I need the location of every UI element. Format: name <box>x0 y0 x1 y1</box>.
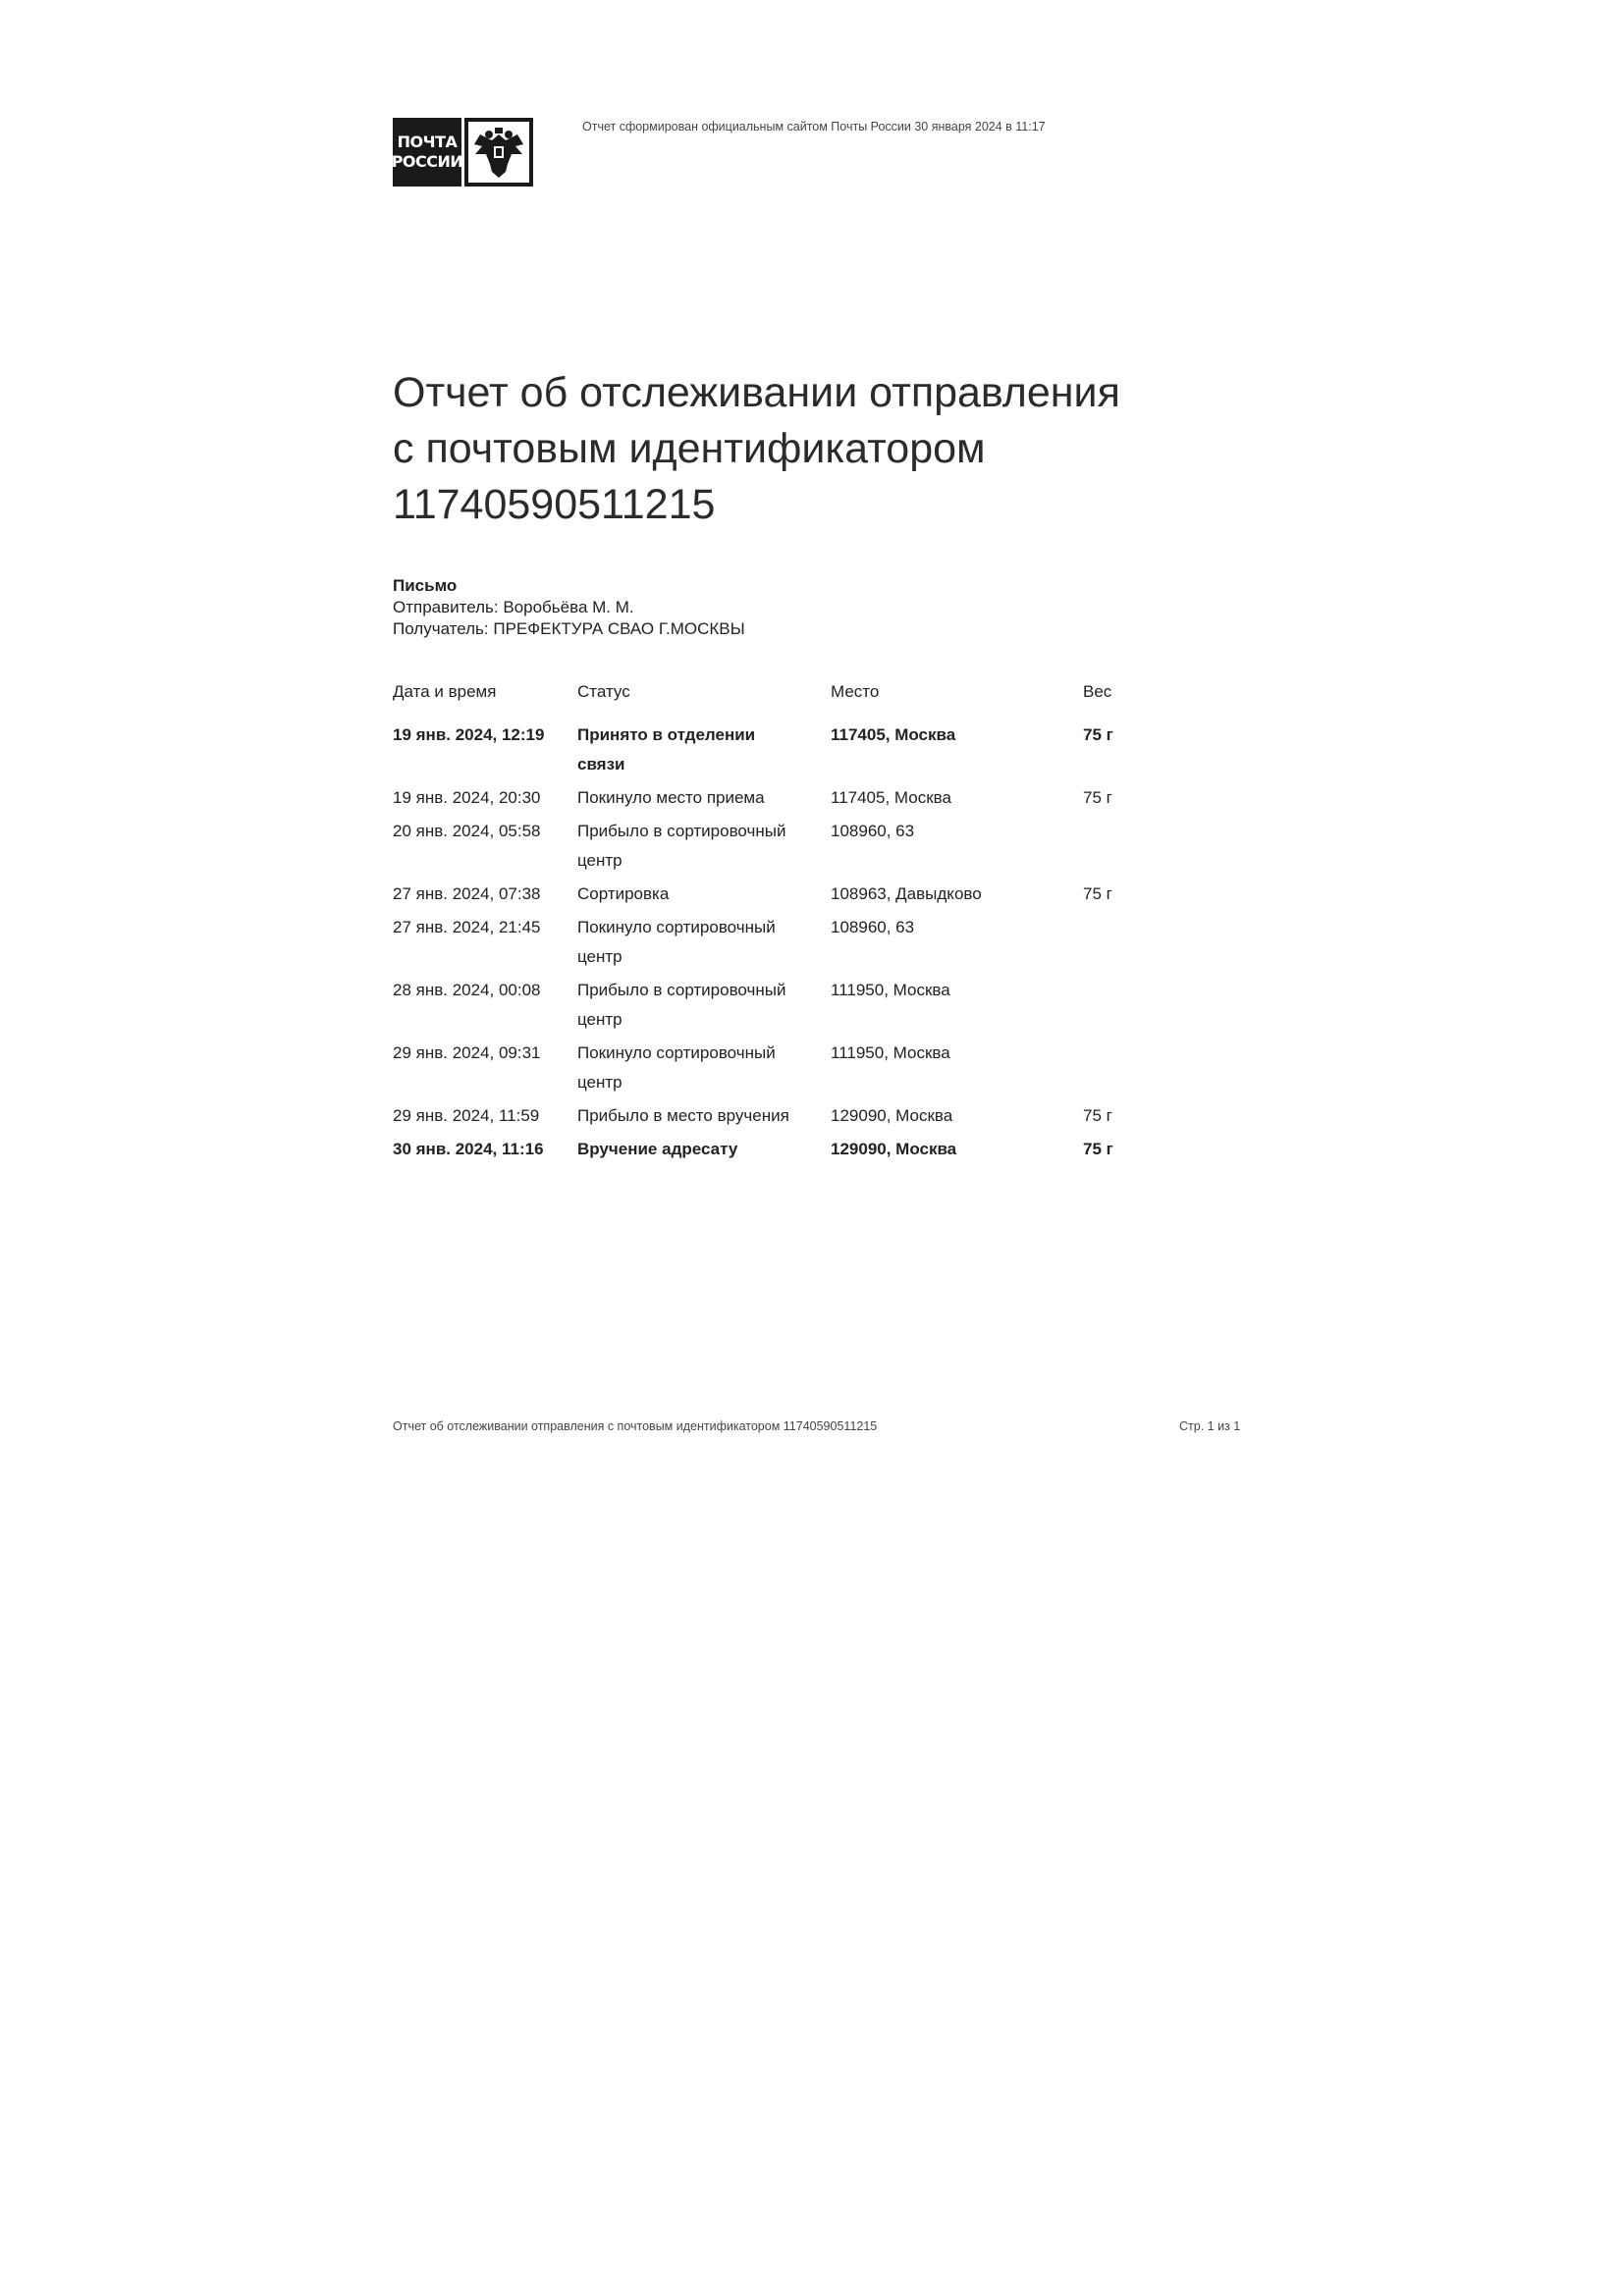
status-line: центр <box>577 1073 622 1092</box>
status-line: Покинуло сортировочный <box>577 1043 776 1062</box>
status-line: центр <box>577 947 622 966</box>
status-line: Покинуло место приема <box>577 788 765 807</box>
cell-weight <box>1083 913 1201 972</box>
cell-status <box>577 783 831 813</box>
title-line-2: с почтовым идентификатором <box>393 425 986 472</box>
cell-place: 117405, Москва <box>831 725 956 744</box>
cell-weight: 75 г <box>1083 788 1112 807</box>
title-line-1: Отчет об отслеживании отправления <box>393 369 1120 416</box>
shipment-sender: Отправитель: Воробьёва М. М. <box>393 598 634 616</box>
table-row <box>393 913 1276 972</box>
logo-line-1: ПОЧТА <box>397 133 458 151</box>
status-line: Прибыло в место вручения <box>577 1106 789 1125</box>
status-line: центр <box>577 851 622 870</box>
status-line: Покинуло сортировочный <box>577 918 776 936</box>
table-row <box>393 783 1276 813</box>
status-line: Прибыло в сортировочный <box>577 822 786 840</box>
page-title <box>393 365 1276 533</box>
status-line: Принято в отделении <box>577 725 756 744</box>
cell-weight <box>1083 817 1201 876</box>
cell-place: 117405, Москва <box>831 788 951 807</box>
generated-note: Отчет сформирован официальным сайтом Почты России 30 января 2024 в 11:17 <box>582 120 1046 133</box>
cell-place: 129090, Москва <box>831 1140 957 1158</box>
cell-date: 27 янв. 2024, 21:45 <box>393 918 541 936</box>
header-place: Место <box>831 682 880 701</box>
cell-weight: 75 г <box>1083 884 1112 903</box>
cell-date: 27 янв. 2024, 07:38 <box>393 884 541 903</box>
tracking-number: 11740590511215 <box>393 481 716 528</box>
cell-status <box>577 817 831 876</box>
cell-date: 28 янв. 2024, 00:08 <box>393 981 541 999</box>
cell-status <box>577 721 831 779</box>
logo-wordmark <box>393 118 461 187</box>
shipment-recipient: Получатель: ПРЕФЕКТУРА СВАО Г.МОСКВЫ <box>393 619 745 638</box>
cell-status <box>577 880 831 909</box>
cell-date: 20 янв. 2024, 05:58 <box>393 822 541 840</box>
cell-place: 108960, 63 <box>831 918 915 936</box>
cell-place: 108960, 63 <box>831 822 915 840</box>
header-date: Дата и время <box>393 682 497 701</box>
cell-date: 19 янв. 2024, 12:19 <box>393 725 545 744</box>
cell-date: 29 янв. 2024, 09:31 <box>393 1043 541 1062</box>
table-row <box>393 817 1276 876</box>
table-row <box>393 1135 1276 1164</box>
cell-status <box>577 976 831 1035</box>
status-line: Вручение адресату <box>577 1140 738 1158</box>
header-weight: Вес <box>1083 682 1112 701</box>
shipment-kind: Письмо <box>393 576 458 595</box>
table-row <box>393 1039 1276 1097</box>
logo-line-2: РОССИИ <box>391 152 463 171</box>
cell-weight <box>1083 976 1201 1035</box>
tracking-table <box>393 681 1276 1168</box>
cell-date: 30 янв. 2024, 11:16 <box>393 1140 544 1158</box>
russian-post-logo <box>393 118 534 188</box>
table-row <box>393 1101 1276 1131</box>
cell-weight: 75 г <box>1083 1106 1112 1125</box>
footer-caption: Отчет об отслеживании отправления с почтовым идентификатором 11740590511215 <box>393 1419 878 1433</box>
cell-status <box>577 1135 831 1164</box>
cell-place: 111950, Москва <box>831 981 950 999</box>
cell-date: 19 янв. 2024, 20:30 <box>393 788 541 807</box>
cell-weight: 75 г <box>1083 725 1113 744</box>
shipment-info <box>393 575 745 640</box>
status-line: связи <box>577 755 625 774</box>
cell-status <box>577 913 831 972</box>
header-status: Статус <box>577 682 630 701</box>
cell-place: 129090, Москва <box>831 1106 953 1125</box>
status-line: Сортировка <box>577 884 670 903</box>
status-line: центр <box>577 1010 622 1029</box>
cell-status <box>577 1101 831 1131</box>
page-number: Стр. 1 из 1 <box>1179 1419 1241 1433</box>
double-headed-eagle-icon <box>464 118 533 187</box>
cell-place: 111950, Москва <box>831 1043 950 1062</box>
cell-weight <box>1083 1039 1201 1097</box>
table-header <box>393 681 1276 721</box>
cell-status <box>577 1039 831 1097</box>
cell-weight: 75 г <box>1083 1140 1113 1158</box>
status-line: Прибыло в сортировочный <box>577 981 786 999</box>
table-row <box>393 880 1276 909</box>
table-row <box>393 721 1276 779</box>
cell-date: 29 янв. 2024, 11:59 <box>393 1106 540 1125</box>
table-row <box>393 976 1276 1035</box>
cell-place: 108963, Давыдково <box>831 884 982 903</box>
table-body <box>393 721 1276 1164</box>
